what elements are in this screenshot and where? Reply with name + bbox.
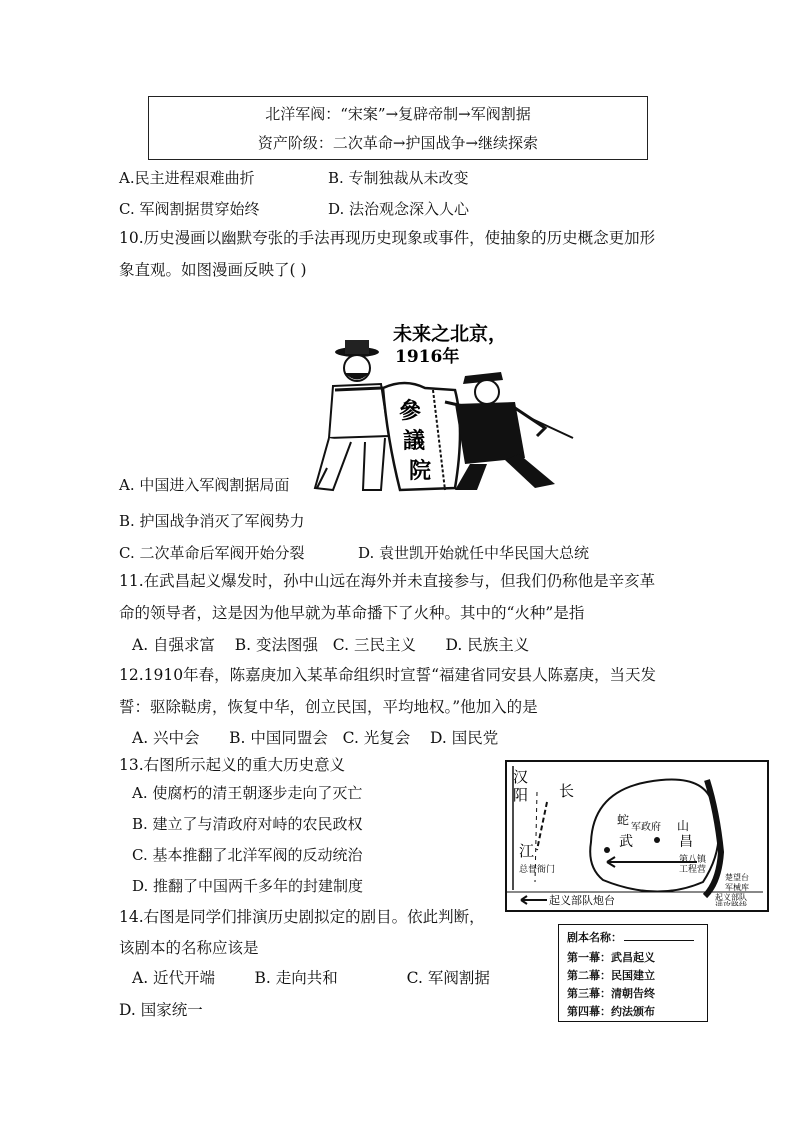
q13-option-b[interactable]: B. 建立了与清政府对峙的农民政权 (132, 815, 363, 833)
map-legend-route-2: 进攻路线 (715, 901, 747, 906)
q13-option-d[interactable]: D. 推翻了中国两千多年的封建制度 (132, 877, 364, 895)
script-act-2: 第二幕：民国建立 (567, 969, 655, 982)
q13-stem: 13.右图所示起义的重大历史意义 (119, 756, 346, 774)
summary-box (148, 96, 648, 160)
q9-option-b[interactable]: B. 专制独裁从未改变 (328, 169, 469, 187)
q10-option-c[interactable]: C. 二次革命后军阀开始分裂 (119, 544, 305, 562)
map-label-di8-1: 第八镇 (679, 855, 707, 865)
map-label-chang2: 昌 (679, 834, 693, 850)
q12-stem-line1: 12.1910年春，陈嘉庚加入某革命组织时宣誓“福建省同安县人陈嘉庚，当天发 (119, 666, 657, 684)
map-label-junzhengfu: 军政府 (631, 822, 661, 833)
cartoon-scroll-text-1: 參 (399, 398, 422, 424)
script-act-1: 第一幕：武昌起义 (567, 951, 655, 964)
q10-option-a[interactable]: A. 中国进入军阀割据局面 (119, 476, 290, 494)
q14-option-d[interactable]: D. 国家统一 (119, 1001, 203, 1019)
cartoon-caption-line1: 未来之北京， (393, 323, 508, 345)
cartoon-caption-line2: 1916年 (395, 347, 460, 367)
cartoon-scroll-text-3: 院 (409, 458, 432, 484)
map-label-jiang: 江 (519, 842, 535, 860)
map-label-hanyang-1: 汉 (513, 768, 529, 786)
script-title-card (558, 924, 708, 1022)
map-label-hanyang-2: 阳 (513, 786, 529, 804)
map-label-zongdu: 总督衙门 (519, 865, 556, 875)
summary-line-warlords: 北洋军阀：“宋案”→复辟帝制→军阀割据 (265, 105, 531, 123)
q10-stem-line1: 10.历史漫画以幽默夸张的手法再现历史现象或事件，使抽象的历史概念更加形 (119, 229, 656, 247)
map-label-wu: 武 (619, 834, 633, 850)
map-legend-artillery: 起义部队炮台 (549, 894, 615, 906)
q14-stem-line2: 该剧本的名称应该是 (119, 939, 259, 957)
map-label-chang: 长 (559, 782, 575, 800)
map-label-shan: 山 (677, 819, 690, 833)
wuchang-uprising-map (505, 760, 769, 912)
q10-option-d[interactable]: D. 袁世凯开始就任中华民国大总统 (358, 544, 590, 562)
map-label-di8-2: 工程营 (679, 865, 707, 875)
script-title: 剧本名称： (567, 929, 694, 945)
q13-option-c[interactable]: C. 基本推翻了北洋军阀的反动统治 (132, 846, 363, 864)
q9-option-c[interactable]: C. 军阀割据贯穿始终 (119, 200, 260, 218)
map-label-chuwang-1: 楚望台 (725, 873, 749, 882)
q11-options[interactable]: A. 自强求富 B. 变法图强 C. 三民主义 D. 民族主义 (132, 636, 530, 654)
q10-stem-line2: 象直观。如图漫画反映了( ) (119, 261, 307, 279)
cartoon-scroll-text-2: 議 (403, 428, 426, 454)
q11-stem-line2: 命的领导者，这是因为他早就为革命播下了火种。其中的“火种”是指 (119, 604, 585, 622)
q11-stem-line1: 11.在武昌起义爆发时，孙中山远在海外并未直接参与，但我们仍称他是辛亥革 (119, 572, 656, 590)
q12-options[interactable]: A. 兴中会 B. 中国同盟会 C. 光复会 D. 国民党 (132, 729, 499, 747)
summary-line-bourgeoisie: 资产阶级：二次革命→护国战争→继续探索 (257, 134, 539, 152)
q9-option-d[interactable]: D. 法治观念深入人心 (328, 200, 470, 218)
script-act-4: 第四幕：约法颁布 (567, 1005, 655, 1018)
script-act-3: 第三幕：清朝告终 (567, 987, 655, 1000)
q12-stem-line2: 誓：驱除鞑虏，恢复中华，创立民国，平均地权。”他加入的是 (119, 698, 538, 716)
map-legend-route-1: 起义部队 (715, 893, 747, 902)
map-label-she: 蛇 (617, 813, 630, 827)
q9-option-a[interactable]: A.民主进程艰难曲折 (119, 169, 255, 187)
q14-stem-line1: 14.右图是同学们排演历史剧拟定的剧目。依此判断， (119, 908, 485, 926)
map-label-chuwang-2: 军械库 (725, 883, 749, 892)
q14-options[interactable]: A. 近代开端 B. 走向共和 C. 军阀割据 (132, 969, 490, 987)
q10-option-b[interactable]: B. 护国战争消灭了军阀势力 (119, 512, 305, 530)
q13-option-a[interactable]: A. 使腐朽的清王朝逐步走向了灭亡 (132, 784, 363, 802)
political-cartoon (305, 318, 585, 493)
